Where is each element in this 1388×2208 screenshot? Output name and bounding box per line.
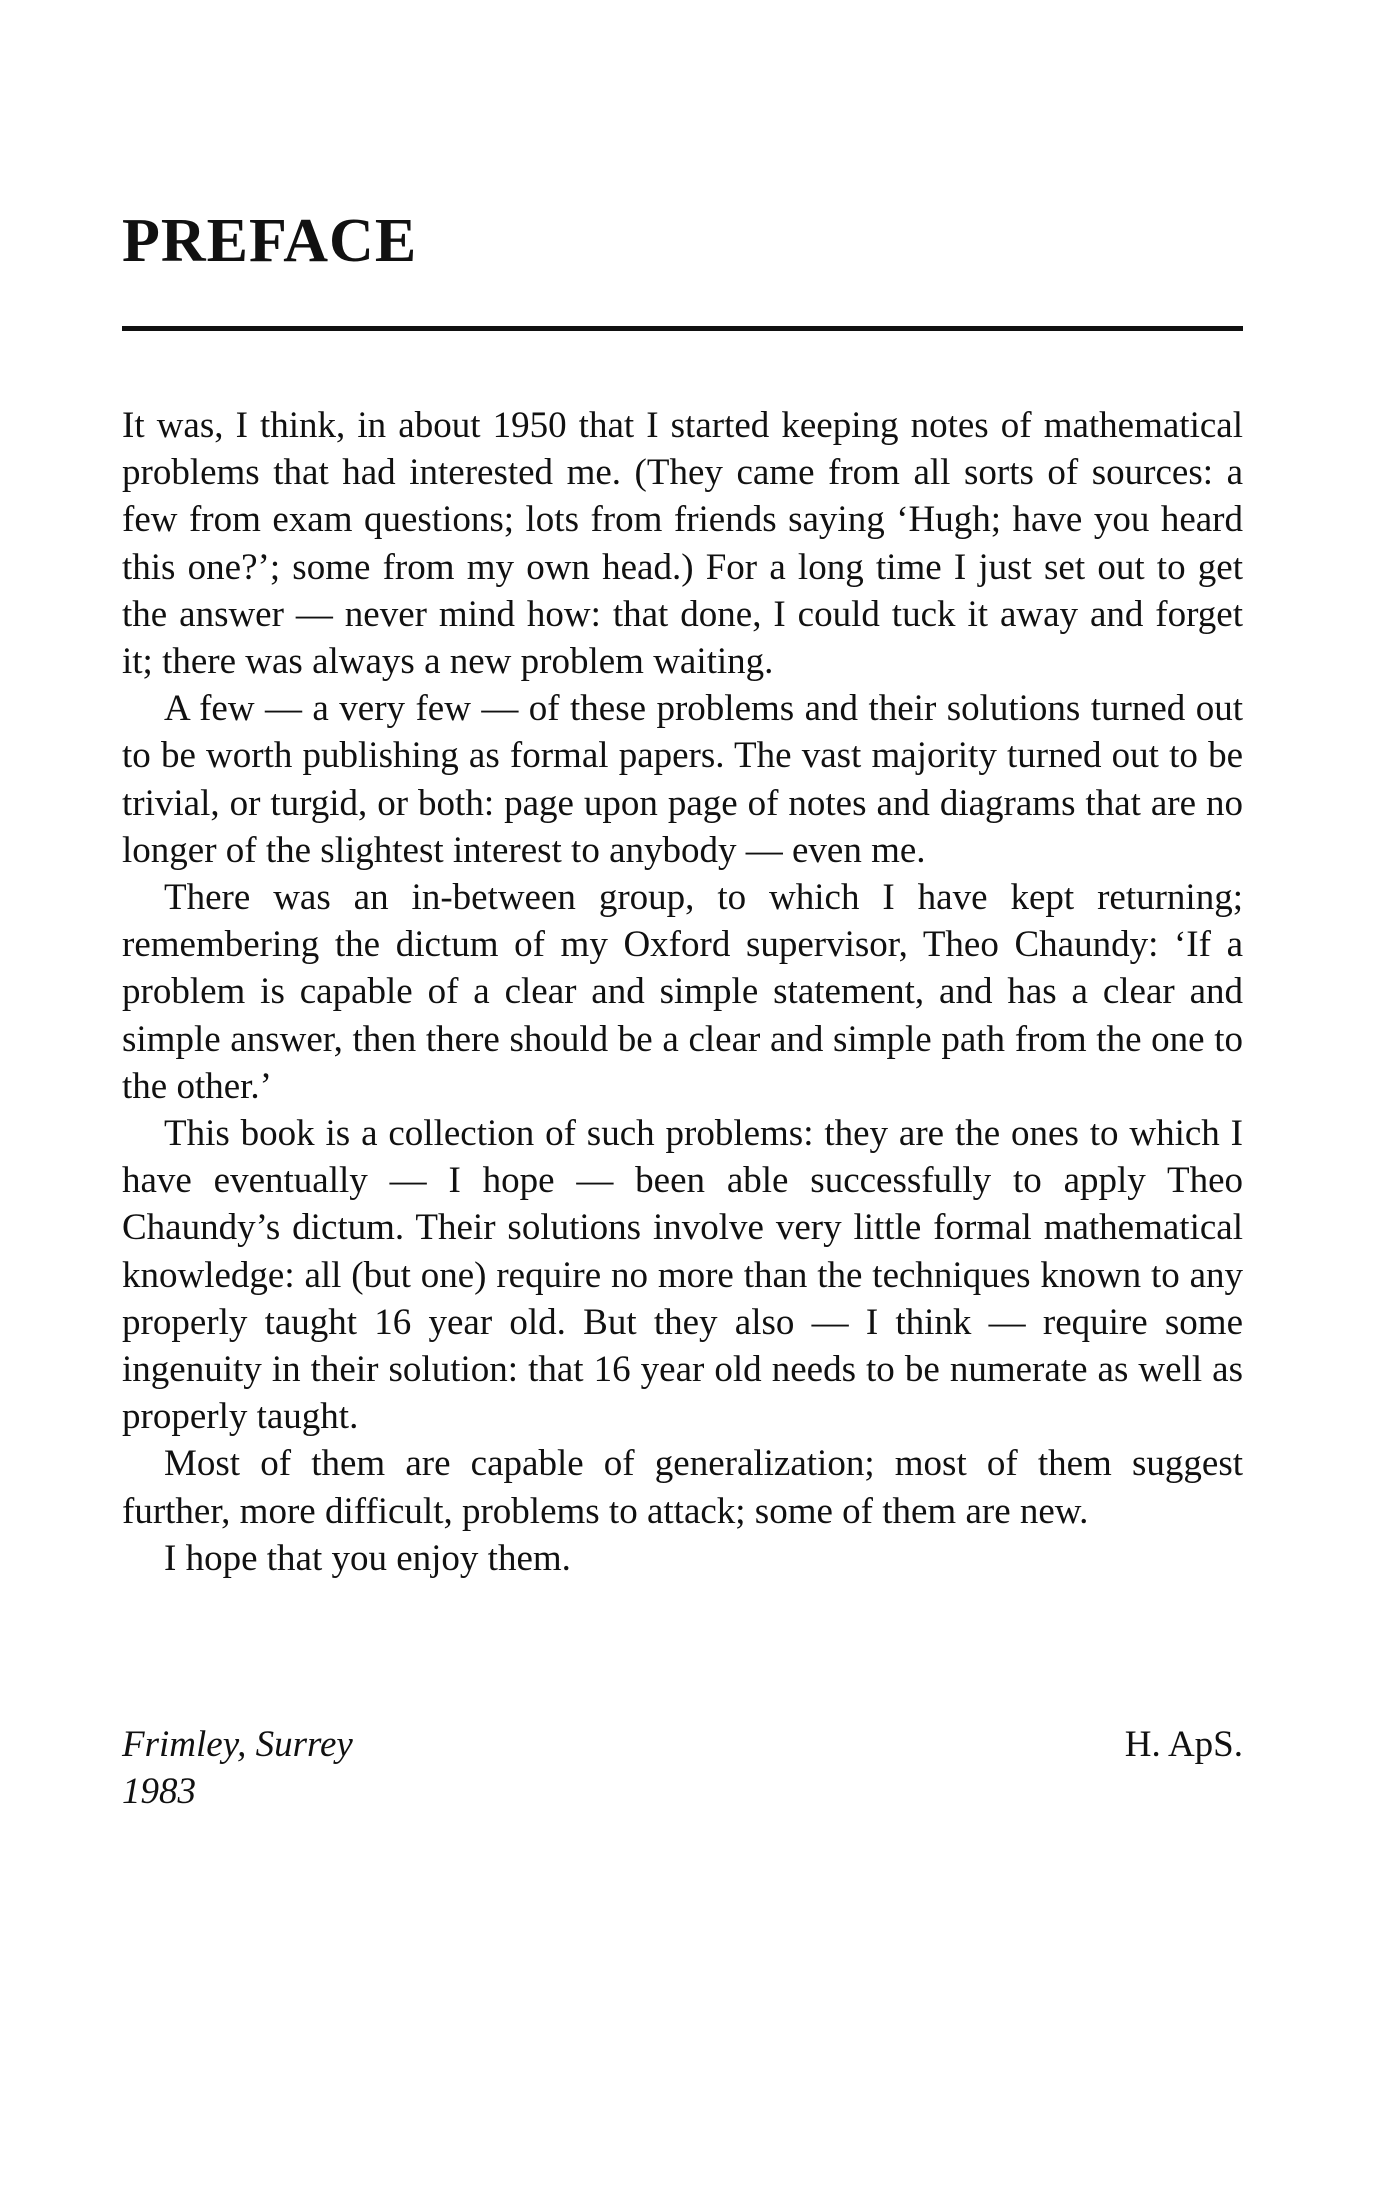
paragraph-6: I hope that you enjoy them. xyxy=(164,1537,571,1579)
page-title: PREFACE xyxy=(122,207,418,275)
signoff xyxy=(122,1721,1243,1815)
paragraph-2: A few — a very few — of these problems and their solutions turned out to be worth publishing as formal papers. The vast majority turned out to be trivial, or turgid, or both: page upon page of notes and diagrams that are no longer of the slightest interest to anybody — even me. xyxy=(122,688,1243,871)
title-rule xyxy=(122,326,1243,331)
paragraph-1: It was, I think, in about 1950 that I started keeping notes of mathematical problems that had interested me. (They came from all sorts of sources: a few from exam questions; lots from friends saying ‘Hugh; have you heard this one?’; some from my own head.) For a long time I just set out to get the answer — never mind how: that done, I could tuck it away and forget it; there was always a new problem waiting. xyxy=(122,405,1243,683)
paragraph-5: Most of them are capable of generalization; most of them suggest further, more difficult, problems to attack; some of them are new. xyxy=(122,1443,1243,1532)
paragraph-4: This book is a collection of such problems: they are the ones to which I have eventually — I hope — been able successfully to apply Theo Chaundy’s dictum. Their solutions involve very little formal mathematical knowledge: all (but one) require no more than the techniques known to any properly taught 16 year old. But they also — I think — require some ingenuity in their solution: that 16 year old needs to be numerate as well as properly taught. xyxy=(122,1113,1243,1438)
signoff-initials: H. ApS. xyxy=(1124,1724,1243,1765)
signoff-place: Frimley, Surrey xyxy=(122,1724,353,1765)
signoff-year: 1983 xyxy=(122,1771,196,1813)
paragraph-3: There was an in-between group, to which I have kept returning; remembering the dictum of my Oxford supervisor, Theo Chaundy: ‘If a problem is capable of a clear and simple statement, and has a clear and simple answer, then there should be a clear and simple path from the one to the other.’ xyxy=(122,877,1243,1107)
preface-body xyxy=(122,402,1243,1582)
